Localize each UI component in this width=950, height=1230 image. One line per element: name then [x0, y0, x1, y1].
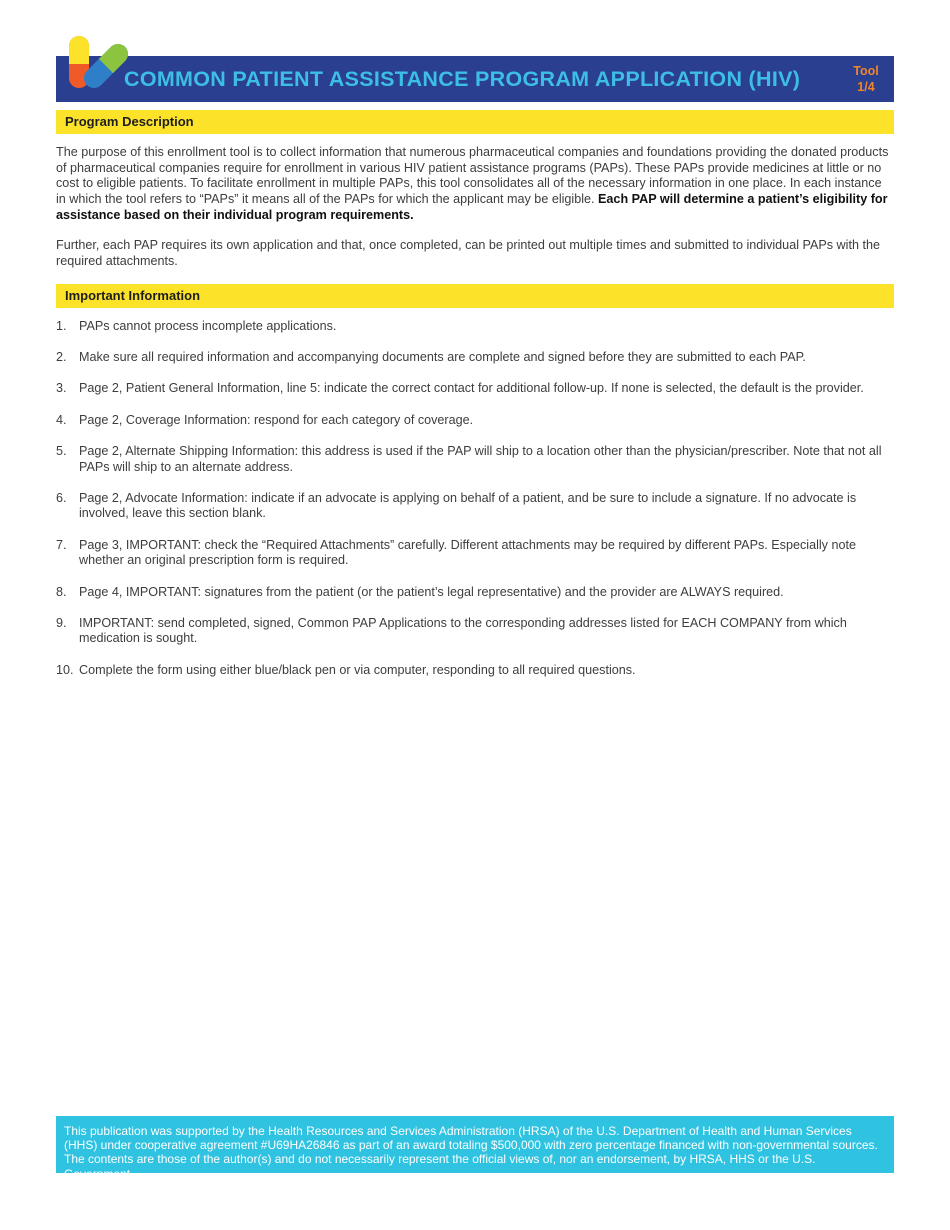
list-item [56, 663, 894, 679]
list-item [56, 413, 894, 429]
list-item-text: Complete the form using either blue/black pen or via computer, responding to all required questions. [79, 662, 636, 677]
list-item-number: 5. [56, 443, 67, 458]
list-item-number: 7. [56, 537, 67, 552]
list-item-text: Make sure all required information and accompanying documents are complete and signed before they are submitted to each PAP. [79, 350, 806, 365]
list-item-number: 2. [56, 350, 67, 365]
list-item-number: 9. [56, 615, 67, 630]
page-title: COMMON PATIENT ASSISTANCE PROGRAM APPLICATION (HIV) [124, 67, 801, 91]
tool-page-indicator [840, 63, 892, 95]
list-item-number: 3. [56, 381, 67, 396]
list-item-text: Page 4, IMPORTANT: signatures from the patient (or the patient’s legal representative) and the provider are ALWAYS required. [79, 584, 784, 599]
funding-disclaimer-footer: This publication was supported by the Health Resources and Services Administration (HRSA) of the U.S. Department of Health and Human Services (HHS) under cooperative agreement #U69HA26846 as part of an award totaling $500,000 with zero percentage financed with non-governmental sources. The contents are those of the author(s) and do not necessarily represent the official views of, nor an endorsement, by HRSA, HHS or the U.S. Government. [56, 1116, 894, 1173]
list-item-text: Page 2, Coverage Information: respond for each category of coverage. [79, 412, 474, 427]
list-item-text: Page 3, IMPORTANT: check the “Required Attachments” carefully. Different attachments may be required by different PAPs. Especially note whether an original prescription form is required. [79, 537, 856, 568]
list-item-number: 8. [56, 584, 67, 599]
program-description-text: The purpose of this enrollment tool is to collect information that numerous pharmaceutical companies and foundations providing the donated products of pharmaceutical companies require for enrollment in various HIV patient assistance programs (PAPs). These PAPs provide medicines at little or no cost to eligible patients. To facilitate enrollment in multiple PAPs, this tool consolidates all of the necessary information in one place. In each instance in which the tool refers to “PAPs” it means all of the PAPs for which the applicant may be eligible. [56, 145, 889, 207]
list-item [56, 585, 894, 601]
list-item [56, 350, 894, 366]
list-item-text: PAPs cannot process incomplete applications. [79, 319, 337, 333]
list-item [56, 491, 894, 522]
list-item-number: 1. [56, 319, 67, 333]
list-item [56, 444, 894, 475]
eligibility-statement: Each PAP will determine a patient’s eligibility for assistance based on their individual program requirements. [56, 192, 888, 222]
list-item-text: Page 2, Patient General Information, line 5: indicate the correct contact for additional follow-up. If none is selected, the default is the provider. [79, 381, 864, 396]
list-item-text: IMPORTANT: send completed, signed, Common PAP Applications to the corresponding addresses listed for EACH COMPANY from which medication is sought. [79, 615, 847, 646]
list-item-number: 6. [56, 490, 67, 505]
program-description-paragraph [56, 145, 894, 224]
list-item-text: Page 2, Advocate Information: indicate if an advocate is applying on behalf of a patient, and be sure to include a signature. If no advocate is involved, leave this section blank. [79, 490, 857, 521]
tool-page-number: 1/4 [857, 80, 875, 94]
tool-label: Tool [853, 64, 879, 78]
list-item-text: Page 2, Alternate Shipping Information: this address is used if the PAP will ship to a location other than the physician/prescriber. Note that not all PAPs will ship to an alternate address. [79, 443, 882, 474]
list-item-number: 10. [56, 662, 74, 677]
list-item [56, 381, 894, 397]
list-item [56, 319, 894, 335]
program-description-paragraph-2: Further, each PAP requires its own application and that, once completed, can be printed out multiple times and submitted to individual PAPs with the required attachments. [56, 238, 880, 268]
list-item [56, 538, 894, 569]
important-information-list [56, 319, 894, 694]
important-information-heading: Important Information [56, 284, 894, 308]
program-description-heading: Program Description [56, 110, 894, 134]
list-item [56, 616, 894, 647]
list-item-number: 4. [56, 412, 67, 427]
